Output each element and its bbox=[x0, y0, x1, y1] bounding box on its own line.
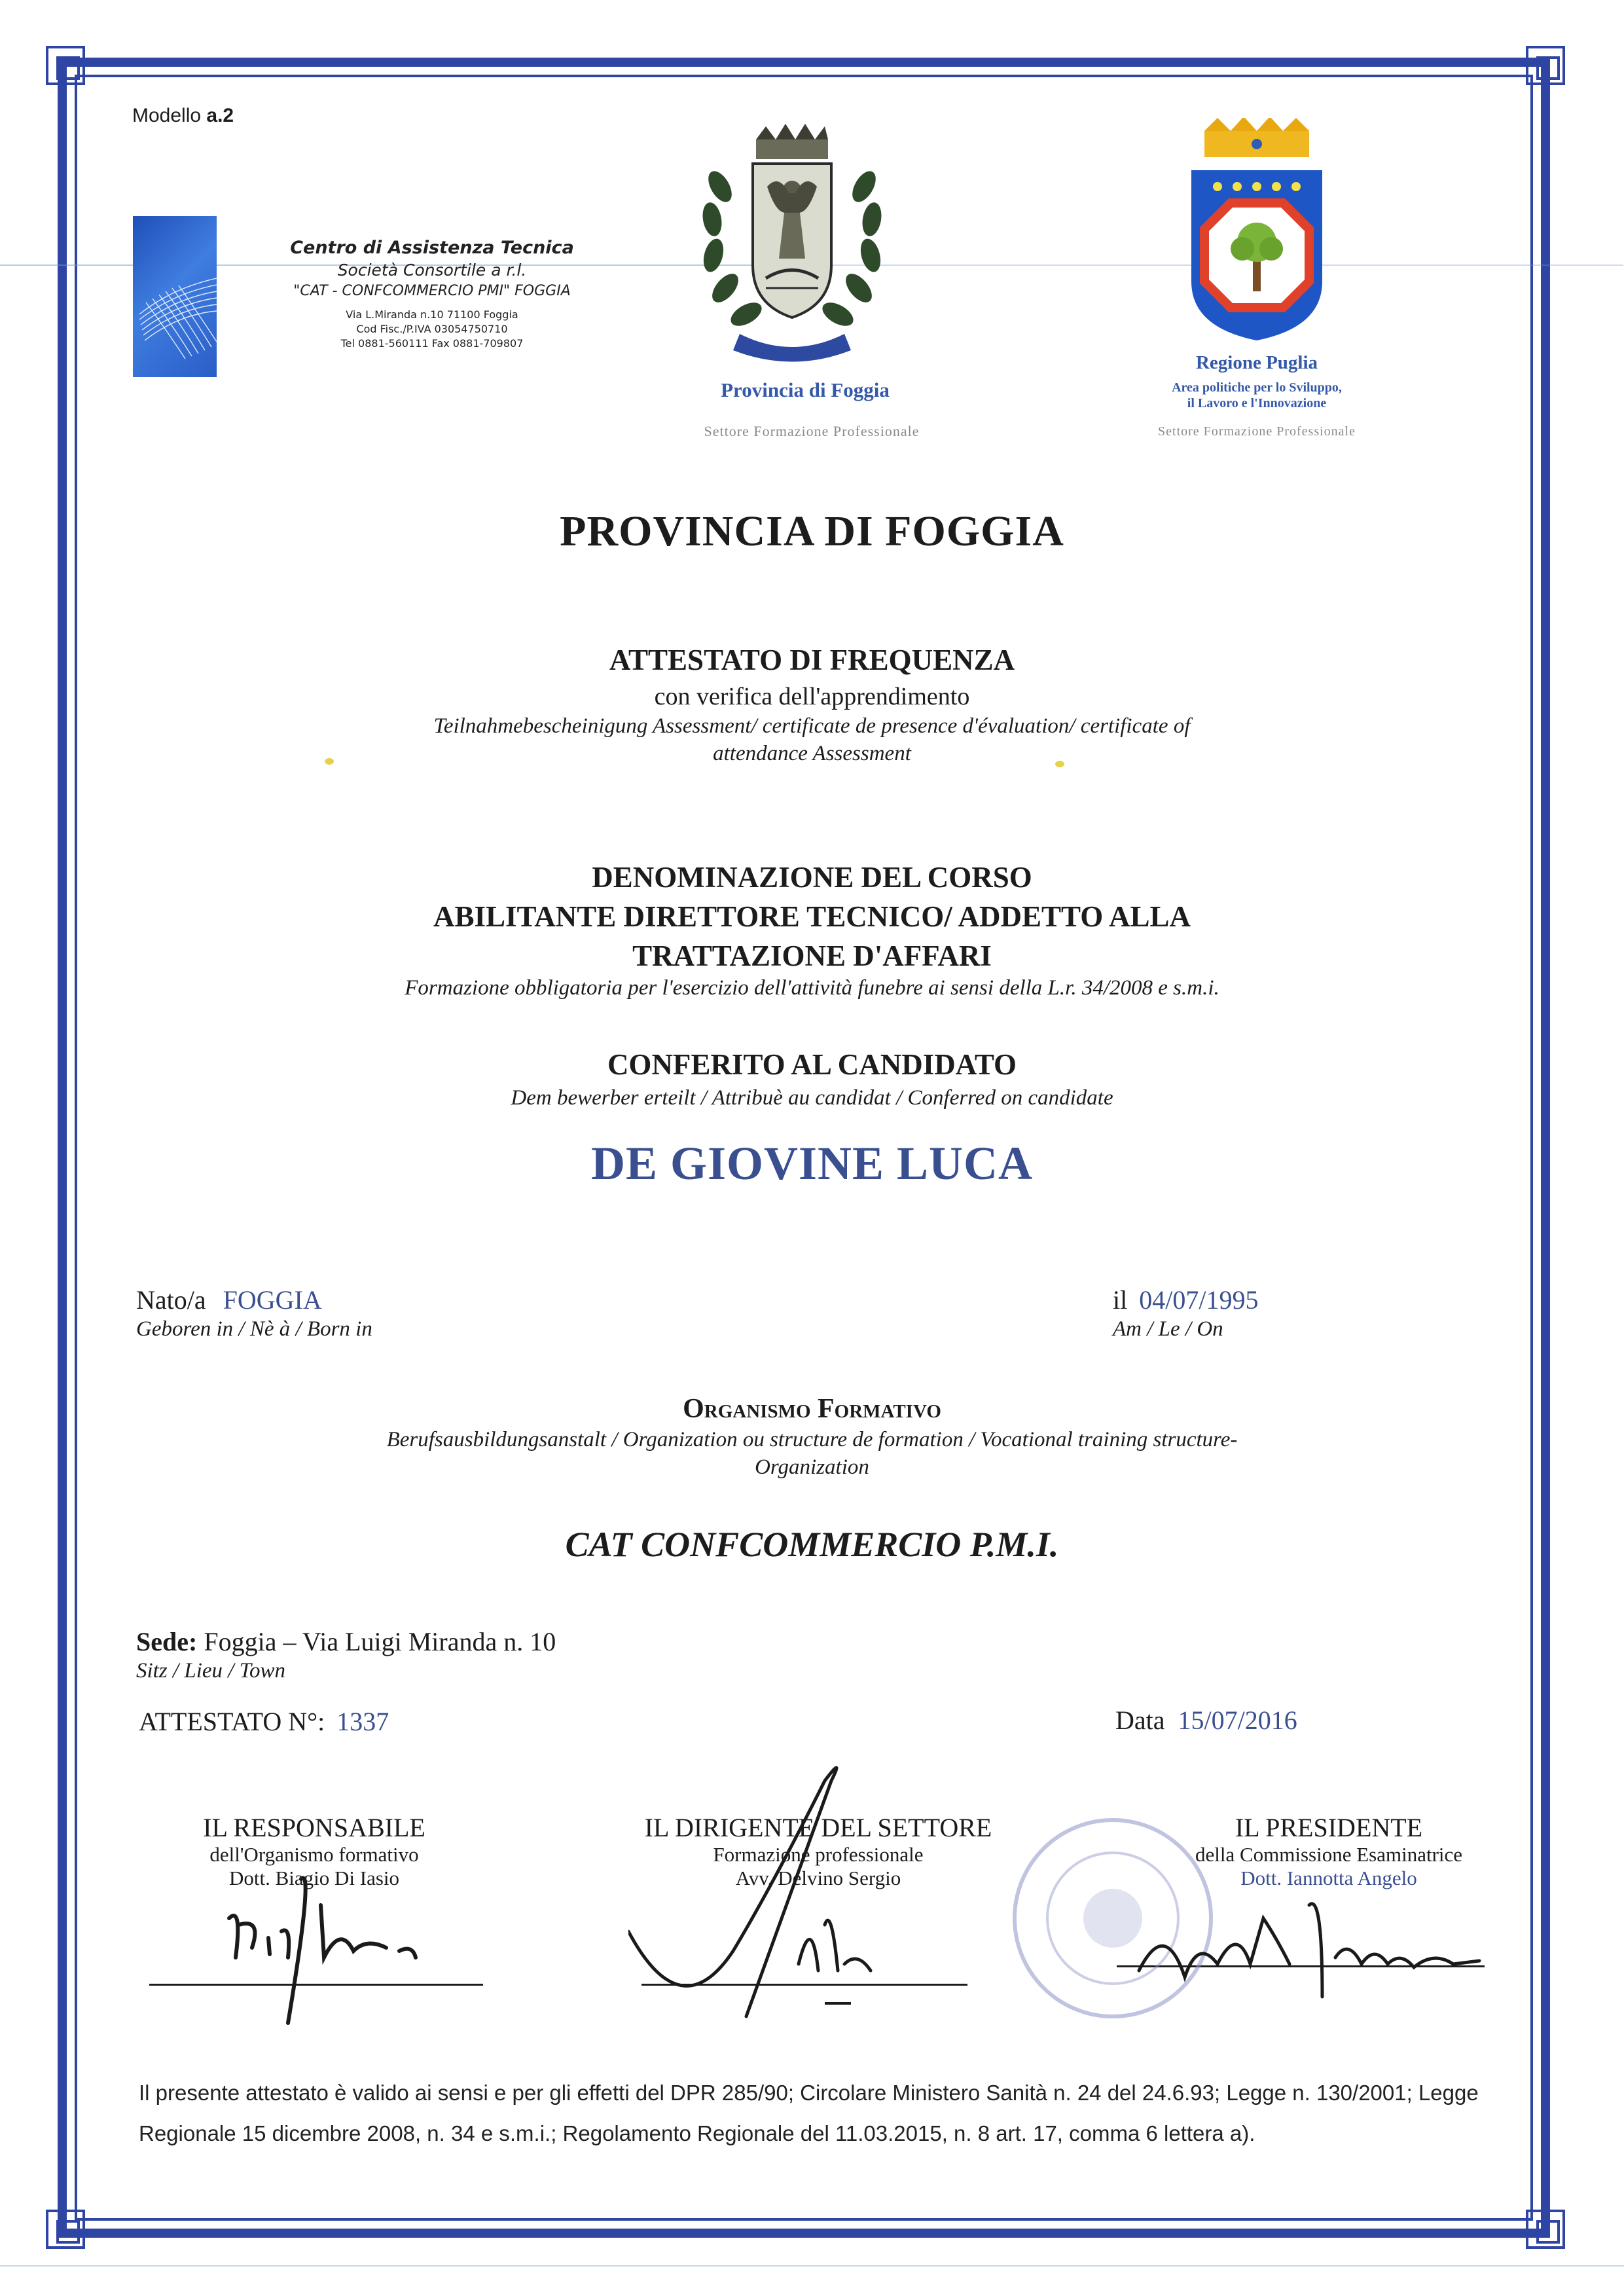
provincia-sub: Settore Formazione Professionale bbox=[704, 423, 920, 439]
dirigente-name: Avv. Delvino Sergio bbox=[735, 1867, 901, 1889]
cat-line-5: Cod Fisc./P.IVA 03054750710 bbox=[356, 323, 508, 335]
attestato-number-label: ATTESTATO N°: bbox=[139, 1707, 325, 1736]
regione-sub-line-1: Area politiche per lo Sviluppo, bbox=[1172, 380, 1342, 395]
provincia-label: Provincia di Foggia bbox=[721, 378, 890, 401]
cat-line-3: "CAT - CONFCOMMERCIO PMI" FOGGIA bbox=[293, 283, 571, 299]
birth-place bbox=[136, 1285, 322, 1315]
sede-value: Foggia – Via Luigi Miranda n. 10 bbox=[204, 1627, 556, 1656]
handwritten-signature-presidente bbox=[1126, 1879, 1492, 2010]
page-title: PROVINCIA DI FOGGIA bbox=[560, 507, 1064, 555]
sede-label: Sede: bbox=[136, 1627, 198, 1656]
handwritten-signature-responsabile bbox=[190, 1827, 471, 2036]
corso-note: Formazione obbligatoria per l'esercizio dell'attività funebre ai sensi della L.r. 34/2008 e s.m.i. bbox=[405, 976, 1219, 1000]
attestato-heading: ATTESTATO DI FREQUENZA bbox=[609, 644, 1015, 676]
birth-date-label: il bbox=[1113, 1285, 1128, 1315]
regione-sub-line-3: Settore Formazione Professionale bbox=[1158, 424, 1356, 439]
regione-puglia-emblem bbox=[1178, 118, 1335, 347]
legal-footer: Il presente attestato è valido ai sensi e per gli effetti del DPR 285/90; Circolare Ministero Sanità n. 24 del 24.6.93; Legge n. 130/2001; Legge Regionale 15 dicembre 2008, n. 34 e s.m.i.; Regolamento Regionale del 11.03.2015, n. 8 art. 17, comma 6 lettera a). bbox=[139, 2081, 1479, 2145]
dirigente-sub: Formazione professionale bbox=[713, 1843, 924, 1866]
frame-corner-top-left bbox=[46, 46, 85, 85]
frame-corner-bottom-right bbox=[1526, 2210, 1565, 2249]
sede bbox=[136, 1626, 556, 1657]
attestato-translation-line-1: Teilnahmebescheinigung Assessment/ certificate de presence d'évaluation/ certificate of bbox=[433, 714, 1191, 738]
attestato-subheading: con verifica dell'apprendimento bbox=[654, 683, 970, 710]
presidente-sub: della Commissione Esaminatrice bbox=[1195, 1843, 1463, 1866]
presidente-name: Dott. Iannotta Angelo bbox=[1240, 1867, 1417, 1889]
attestato-translation bbox=[0, 712, 1624, 767]
organismo-translation bbox=[0, 1426, 1624, 1481]
regione-label: Regione Puglia bbox=[1195, 352, 1318, 373]
birth-place-translation: Geboren in / Nè à / Born in bbox=[136, 1317, 372, 1341]
issue-date-label: Data bbox=[1115, 1705, 1165, 1735]
corso-line-1: DENOMINAZIONE DEL CORSO bbox=[592, 861, 1032, 894]
corso-line-3: TRATTAZIONE D'AFFARI bbox=[632, 939, 992, 972]
attestato-number bbox=[139, 1706, 389, 1737]
organismo-heading: Organismo Formativo bbox=[683, 1394, 941, 1424]
provincia-foggia-emblem bbox=[694, 115, 890, 373]
cat-line-4: Via L.Miranda n.10 71100 Foggia bbox=[346, 308, 518, 321]
birth-place-label: Nato/a bbox=[136, 1285, 206, 1315]
cat-line-2: Società Consortile a r.l. bbox=[337, 261, 527, 280]
yellow-mark bbox=[325, 758, 334, 765]
scan-line bbox=[0, 2265, 1624, 2267]
handwritten-signature-dirigente bbox=[628, 1755, 969, 2030]
cat-header-text bbox=[249, 237, 615, 351]
candidate-name: DE GIOVINE LUCA bbox=[590, 1137, 1034, 1190]
conferito-heading: CONFERITO AL CANDIDATO bbox=[607, 1048, 1017, 1081]
regione-sub bbox=[1113, 380, 1401, 411]
birth-date bbox=[1113, 1285, 1258, 1315]
modello-label: Modello a.2 bbox=[132, 105, 234, 126]
issue-date-value: 15/07/2016 bbox=[1178, 1705, 1297, 1735]
cat-line-6: Tel 0881-560111 Fax 0881-709807 bbox=[340, 337, 524, 350]
frame-corner-bottom-left bbox=[46, 2210, 85, 2249]
issue-date bbox=[1115, 1705, 1297, 1736]
regione-sub-line-2: il Lavoro e l'Innovazione bbox=[1187, 396, 1327, 410]
birth-date-value: 04/07/1995 bbox=[1139, 1285, 1259, 1315]
corso-title bbox=[0, 858, 1624, 975]
cat-line-1: Centro di Assistenza Tecnica bbox=[290, 238, 574, 258]
organismo-name: CAT CONFCOMMERCIO P.M.I. bbox=[565, 1525, 1059, 1564]
sede-translation: Sitz / Lieu / Town bbox=[136, 1659, 286, 1683]
organismo-translation-line-1: Berufsausbildungsanstalt / Organization ou structure de formation / Vocational training structure- bbox=[386, 1428, 1238, 1451]
corso-line-2: ABILITANTE DIRETTORE TECNICO/ ADDETTO ALLA bbox=[433, 900, 1191, 933]
presidente-title: IL PRESIDENTE bbox=[1235, 1813, 1423, 1842]
birth-place-value: FOGGIA bbox=[223, 1285, 322, 1315]
attestato-translation-line-2: attendance Assessment bbox=[713, 742, 911, 765]
cat-logo bbox=[133, 216, 217, 377]
organismo-translation-line-2: Organization bbox=[755, 1455, 869, 1479]
responsabile-sub: dell'Organismo formativo bbox=[209, 1843, 419, 1866]
frame-corner-top-right bbox=[1526, 46, 1565, 85]
dirigente-title: IL DIRIGENTE DEL SETTORE bbox=[644, 1813, 992, 1842]
responsabile-name: Dott. Biagio Di Iasio bbox=[228, 1867, 400, 1889]
birth-date-translation: Am / Le / On bbox=[1113, 1317, 1223, 1341]
yellow-mark bbox=[1055, 761, 1064, 767]
conferito-translation: Dem bewerber erteilt / Attribuè au candidat / Conferred on candidate bbox=[511, 1086, 1113, 1110]
attestato-number-value: 1337 bbox=[336, 1707, 389, 1736]
responsabile-title: IL RESPONSABILE bbox=[203, 1813, 425, 1842]
